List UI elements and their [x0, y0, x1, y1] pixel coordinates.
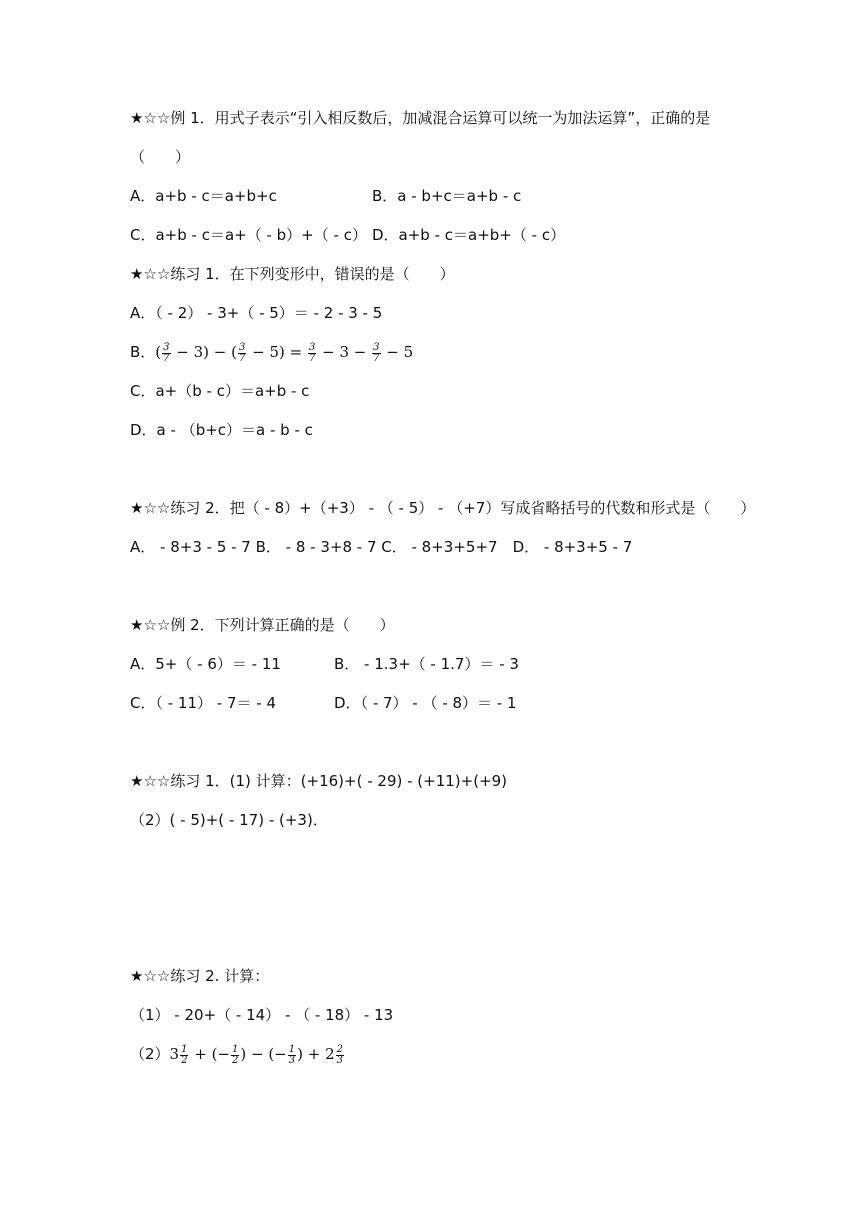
example-1-option-d: D．a+b - c＝a+b+（ - c） — [372, 226, 566, 244]
practice-1-question: ★☆☆练习 1．在下列变形中，错误的是（ ） — [130, 265, 455, 283]
practice-3-question: ★☆☆练习 1．(1) 计算：(+16)+( - 29) - (+11)+(+9) — [130, 772, 508, 790]
example-2-option-a: A．5+（ - 6）＝ - 11 — [130, 655, 281, 673]
example-2-option-b: B． - 1.3+（ - 1.7）＝ - 3 — [334, 655, 519, 673]
example-1-option-a: A．a+b - c＝a+b+c — [130, 187, 277, 205]
example-2-option-c: C．（ - 11） - 7＝ - 4 — [130, 694, 276, 712]
example-1-answer-paren: （ ） — [130, 148, 191, 166]
practice-4-part-2-label: （2） — [130, 1045, 170, 1063]
practice-4-part-2 — [130, 1041, 345, 1067]
practice-1-option-b-formula: ( $\frac{3}{7}$ − 3) − ( $\frac{3}{7}$ − 5) = $\frac{3}{7}$ − 3 − $\frac{3}{7}$ − 5 — [155, 341, 414, 364]
practice-4-question: ★☆☆练习 2. 计算： — [130, 967, 270, 985]
practice-4-part-2-formula: 3 $\frac{1}{2}$ + (− $\frac{1}{2}$ ) − (− $\frac{1}{3}$ ) + 2 $\frac{2}{3}$ — [169, 1043, 344, 1066]
practice-1-option-a: A．（ - 2） - 3+（ - 5）＝ - 2 - 3 - 5 — [130, 304, 383, 322]
example-2-question: ★☆☆例 2．下列计算正确的是（ ） — [130, 616, 395, 634]
example-2-option-d: D．（ - 7） - （ - 8）＝ - 1 — [334, 694, 517, 712]
practice-1-option-b-label: B． — [130, 343, 156, 361]
example-1-option-c: C．a+b - c＝a+（ - b）+（ - c） — [130, 226, 367, 244]
practice-2-question: ★☆☆练习 2．把（ - 8）+（+3） - （ - 5） - （+7）写成省略括号的代数和形式是（ ） — [130, 499, 756, 517]
example-1-question: ★☆☆例 1．用式子表示“引入相反数后，加减混合运算可以统一为加法运算”，正确的是 — [130, 109, 711, 127]
practice-1-option-b — [130, 339, 413, 365]
practice-4-part-1: （1） - 20+（ - 14） - （ - 18） - 13 — [130, 1006, 394, 1024]
practice-1-option-c: C．a+（b - c）＝a+b - c — [130, 382, 310, 400]
example-1-option-b: B．a - b+c＝a+b - c — [372, 187, 522, 205]
practice-3-part-2: （2）( - 5)+( - 17) - (+3)． — [130, 811, 328, 829]
practice-1-option-d: D．a - （b+c）＝a - b - c — [130, 421, 313, 439]
practice-2-options: A． - 8+3 - 5 - 7 B． - 8 - 3+8 - 7 C． - 8+3+5+7 D． - 8+3+5 - 7 — [130, 538, 633, 556]
